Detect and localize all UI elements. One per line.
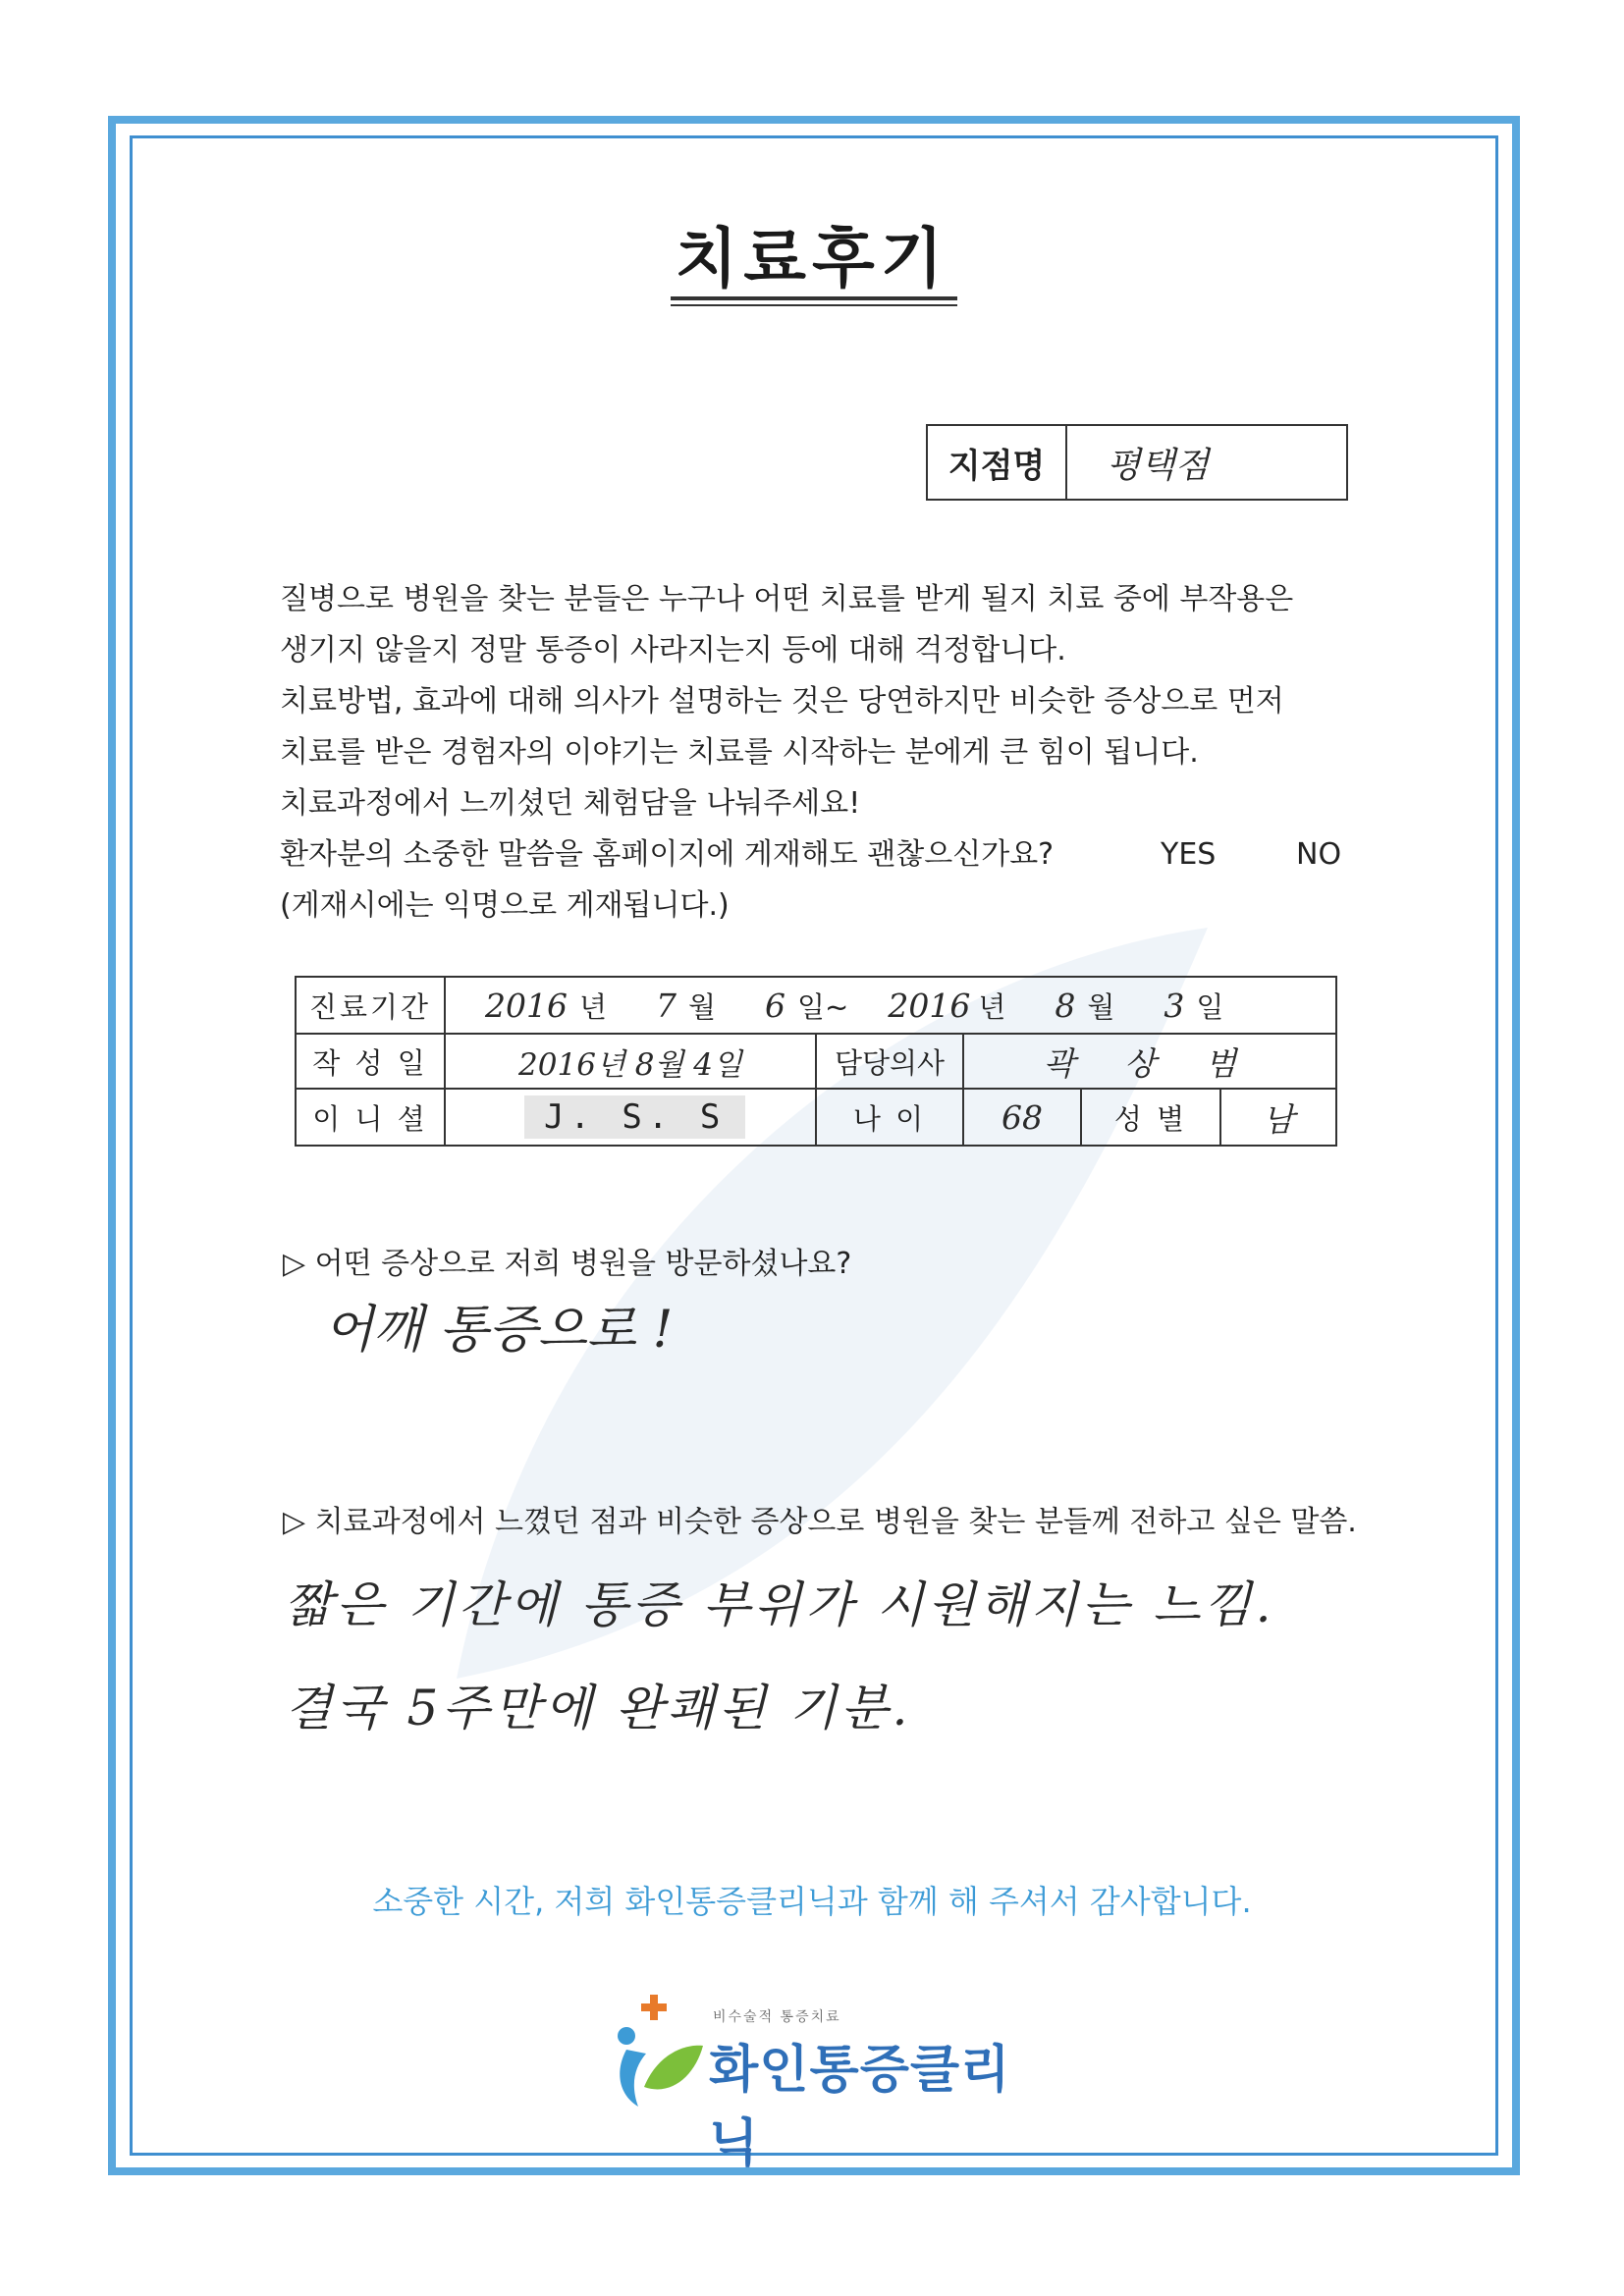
title-underline-thin: [671, 304, 957, 306]
title-underline: [671, 296, 957, 300]
doctor-value: 곽 상 범: [1043, 1043, 1257, 1083]
branch-box: [926, 424, 1348, 501]
start-month: 7: [656, 986, 677, 1025]
start-year: 2016: [485, 986, 568, 1025]
question-2: ▷ 치료과정에서 느꼈던 점과 비슷한 증상으로 병원을 찾는 분들께 전하고 싶은 말씀.: [283, 1505, 1357, 1539]
intro-line: (게재시에는 익명으로 게재됩니다.): [280, 888, 730, 923]
branch-value-text: 평택점: [1107, 445, 1210, 486]
intro-text: [280, 574, 1360, 932]
period-label: 진료기간: [296, 977, 445, 1034]
thanks-message: 소중한 시간, 저희 화인통증클리닉과 함께 해 주셔서 감사합니다.: [372, 1883, 1252, 1920]
initial-label: 이 니 셜: [296, 1089, 445, 1146]
doctor-label: 담당의사: [816, 1034, 963, 1089]
written-date-value: 2016년 8월 4일: [518, 1046, 742, 1083]
doctor-field[interactable]: [963, 1034, 1336, 1089]
start-day: 6: [765, 986, 786, 1025]
intro-line: 생기지 않을지 정말 통증이 사라지는지 등에 대해 걱정합니다.: [280, 633, 1066, 667]
intro-line: 치료과정에서 느끼셨던 체험담을 나눠주세요!: [280, 786, 861, 821]
gender-field[interactable]: [1221, 1090, 1335, 1145]
consent-yes-option[interactable]: YES: [1161, 837, 1217, 872]
clinic-logo-name: 화인통증클리닉: [709, 2041, 1011, 2173]
answer-2-line-2[interactable]: 결국 5주만에 완쾌된 기분.: [285, 1680, 912, 1736]
year-unit: 년: [578, 989, 607, 1024]
age-value: 68: [1001, 1097, 1043, 1137]
consent-no-option[interactable]: NO: [1296, 837, 1342, 872]
clinic-logo: [607, 1993, 1039, 2173]
end-month: 8: [1055, 986, 1076, 1025]
page-title: 치료후기: [675, 221, 949, 296]
end-day: 3: [1164, 986, 1185, 1025]
intro-line: 질병으로 병원을 찾는 분들은 누구나 어떤 치료를 받게 될지 치료 중에 부작용은: [280, 582, 1294, 616]
intro-line: 치료를 받은 경험자의 이야기는 치료를 시작하는 분에게 큰 힘이 됩니다.: [280, 735, 1199, 770]
age-field[interactable]: [963, 1089, 1081, 1146]
clinic-logo-subtitle: 비수술적 통증치료: [713, 2009, 841, 2025]
consent-line: [280, 829, 1360, 881]
day-unit: 일~: [797, 989, 849, 1024]
intro-line: 치료방법, 효과에 대해 의사가 설명하는 것은 당연하지만 비슷한 증상으로 먼저: [280, 684, 1284, 719]
written-date-label: 작 성 일: [296, 1034, 445, 1089]
month-unit: 월: [1087, 989, 1115, 1024]
clinic-logo-mark-icon: [607, 1993, 705, 2110]
question-1: ▷ 어떤 증상으로 저희 병원을 방문하셨나요?: [283, 1247, 852, 1281]
initial-field[interactable]: [445, 1089, 816, 1146]
answer-1[interactable]: 어깨 통증으로 !: [324, 1301, 674, 1360]
written-date-field[interactable]: [445, 1034, 816, 1089]
end-year: 2016: [888, 986, 971, 1025]
initial-value: J. S. S: [524, 1095, 745, 1139]
day-unit: 일: [1196, 989, 1224, 1024]
period-field[interactable]: [445, 977, 1336, 1034]
year-unit: 년: [978, 989, 1006, 1024]
info-table: [295, 976, 1337, 1147]
branch-label: 지점명: [928, 426, 1067, 499]
gender-label: 성 별: [1082, 1090, 1221, 1145]
age-label: 나 이: [816, 1089, 963, 1146]
consent-question: 환자분의 소중한 말씀을 홈페이지에 게재해도 괜찮으신가요?: [280, 837, 1055, 872]
gender-cell: [1081, 1089, 1336, 1146]
month-unit: 월: [688, 989, 717, 1024]
answer-2-line-1[interactable]: 짧은 기간에 통증 부위가 시원해지는 느낌.: [285, 1576, 1275, 1633]
branch-value[interactable]: [1067, 426, 1346, 499]
gender-value: 남: [1263, 1099, 1294, 1139]
